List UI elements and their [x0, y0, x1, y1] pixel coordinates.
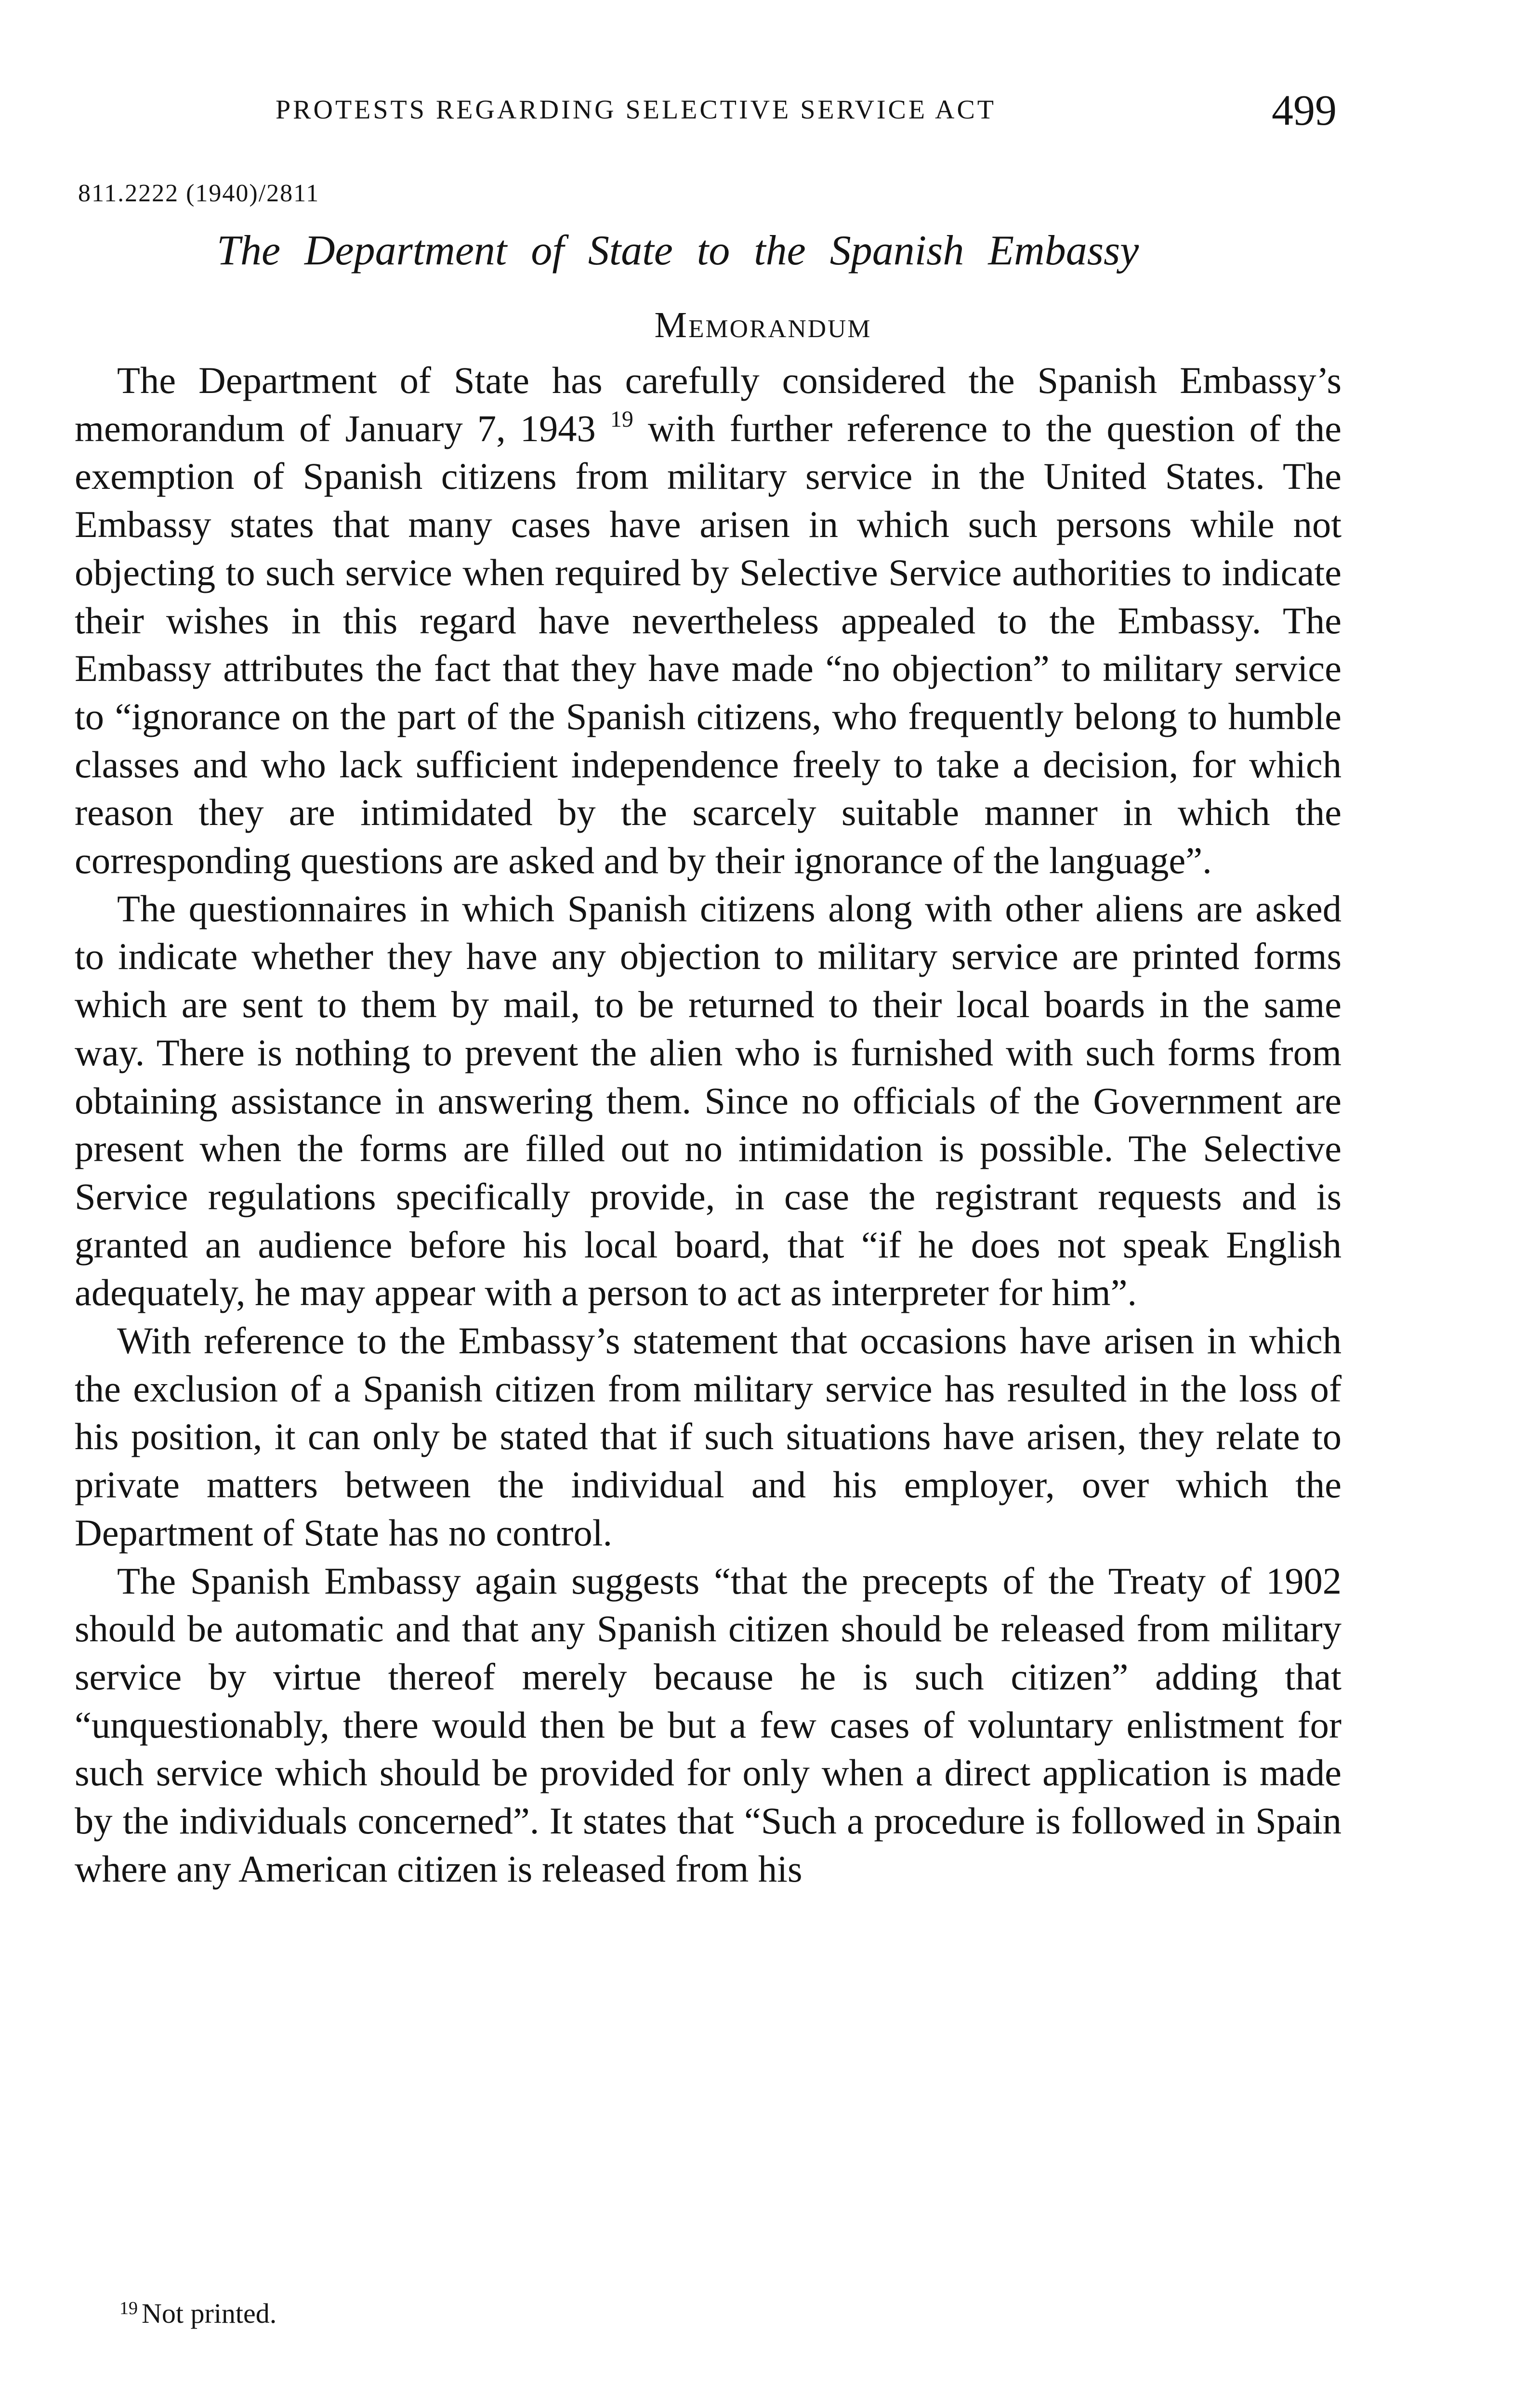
paragraph-2: The questionnaires in which Spanish citizens along with other aliens are asked to indicate whether they have any objection to military service are printed forms which are sent to them by mail, to be returned to their local boards in the same way. There is nothing to prevent the alien who is furnished with such forms from obtaining assistance in answering them. Since no officials of the Government are present when the forms are filled out no intimidation is possible. The Selective Service regulations specifically provide, in case the registrant requests and is granted an audience before his local board, that “if he does not speak English adequately, he may appear with a person to act as interpreter for him”. — [75, 887, 1342, 1314]
page-number: 499 — [1272, 87, 1337, 134]
paragraph-1-text-a: The Department of State has carefully considered the Spanish Embassy’s memorandum of January 7, 1943 — [75, 359, 1342, 449]
footnote-mark: 19 — [119, 2298, 138, 2318]
paragraph-4: The Spanish Embassy again suggests “that the precepts of the Treaty of 1902 should be automatic and that any Spanish citizen should be released from military service by virtue thereof merely because he is such citizen” adding that “unquestionably, there would then be but a few cases of voluntary enlistment for such service which should be provided for only when a direct application is made by the individuals concerned”. It states that “Such a procedure is followed in Spain where any American citizen is released from his — [75, 1559, 1342, 1890]
footnote-text: Not printed. — [142, 2298, 277, 2329]
paragraph-1 — [75, 356, 1342, 885]
paragraph-1-text-b: with further reference to the question of the exemption of Spanish citizens from military service in the United States. The Embassy states that many cases have arisen in which such persons while not objecting to such service when required by Selective Service authorities to indicate their wishes in this regard have nevertheless appealed to the Embassy. The Embassy attributes the fact that they have made “no objection” to military service to “ignorance on the part of the Spanish citizens, who frequently belong to humble classes and who lack sufficient independence freely to take a decision, for which reason they are intimidated by the scarcely suitable manner in which the corresponding questions are asked and by their ignorance of the language”. — [75, 407, 1342, 882]
paragraph-3: With reference to the Embassy’s statement that occasions have arisen in which the exclusion of a Spanish citizen from military service has resulted in the loss of his position, it can only be stated that if such situations have arisen, they relate to private matters between the individual and his employer, over which the Department of State has no control. — [75, 1320, 1342, 1554]
body-text — [75, 356, 1342, 1893]
file-number: 811.2222 (1940)/2811 — [78, 180, 320, 207]
footnote-reference: 19 — [610, 406, 633, 432]
memorandum-label: Memorandum — [654, 305, 872, 345]
document-heading: The Department of State to the Spanish Embassy — [217, 227, 1139, 274]
running-head: PROTESTS REGARDING SELECTIVE SERVICE ACT — [276, 95, 997, 125]
footnote — [119, 2297, 276, 2329]
